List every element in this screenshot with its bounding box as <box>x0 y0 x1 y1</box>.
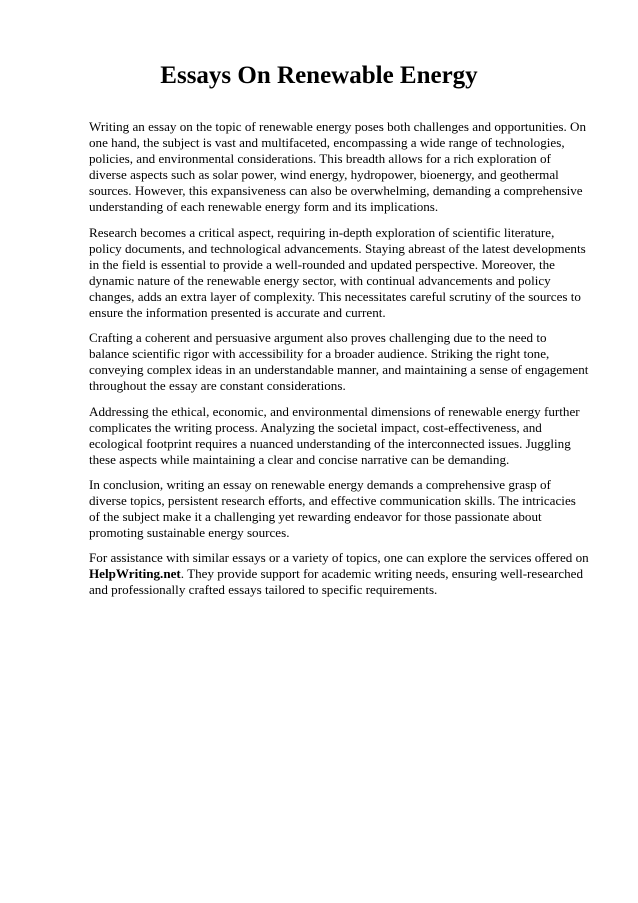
page-title: Essays On Renewable Energy <box>160 62 478 89</box>
paragraph-research: Research becomes a critical aspect, requiring in-depth exploration of scientific literature, policy documents, and technological advancements. Staying abreast of the latest developments in the field is essential to provide a well-rounded and updated perspective. Moreover, the dynamic nature of the renewable energy sector, with continual advancements and policy changes, adds an extra layer of complexity. This necessitates careful scrutiny of the sources to ensure the information presented is accurate and current. <box>89 224 586 321</box>
brand-name: HelpWriting.net <box>89 566 181 582</box>
essay-body <box>89 119 589 608</box>
paragraph-dimensions: Addressing the ethical, economic, and environmental dimensions of renewable energy further complicates the writing process. Analyzing the societal impact, cost-effectiveness, and ecological footprint requires a nuanced understanding of the interconnected issues. Juggling these aspects while maintaining a clear and concise narrative can be demanding. <box>89 403 580 467</box>
paragraph-conclusion: In conclusion, writing an essay on renewable energy demands a comprehensive grasp of diverse topics, persistent research efforts, and effective communication skills. The intricacies of the subject make it a challenging yet rewarding endeavor for those passionate about promoting sustainable energy sources. <box>89 476 576 541</box>
paragraph-closing <box>89 550 589 598</box>
closing-text-before: For assistance with similar essays or a variety of topics, one can explore the services offered on <box>89 550 589 566</box>
paragraph-intro: Writing an essay on the topic of renewable energy poses both challenges and opportunities. On one hand, the subject is vast and multifaceted, encompassing a wide range of technologies, policies, and environmental considerations. This breadth allows for a rich exploration of diverse aspects such as solar power, wind energy, hydropower, bioenergy, and geothermal sources. However, this expansiveness can also be overwhelming, demanding a comprehensive understanding of each renewable energy form and its implications. <box>89 119 587 215</box>
paragraph-argument: Crafting a coherent and persuasive argument also proves challenging due to the need to balance scientific rigor with accessibility for a broader audience. Striking the right tone, conveying complex ideas in an understandable manner, and maintaining a sense of engagement throughout the essay are constant considerations. <box>89 330 589 394</box>
closing-text-after: . They provide support for academic writing needs, ensuring well-researched and professionally crafted essays tailored to specific requirements. <box>89 566 584 598</box>
